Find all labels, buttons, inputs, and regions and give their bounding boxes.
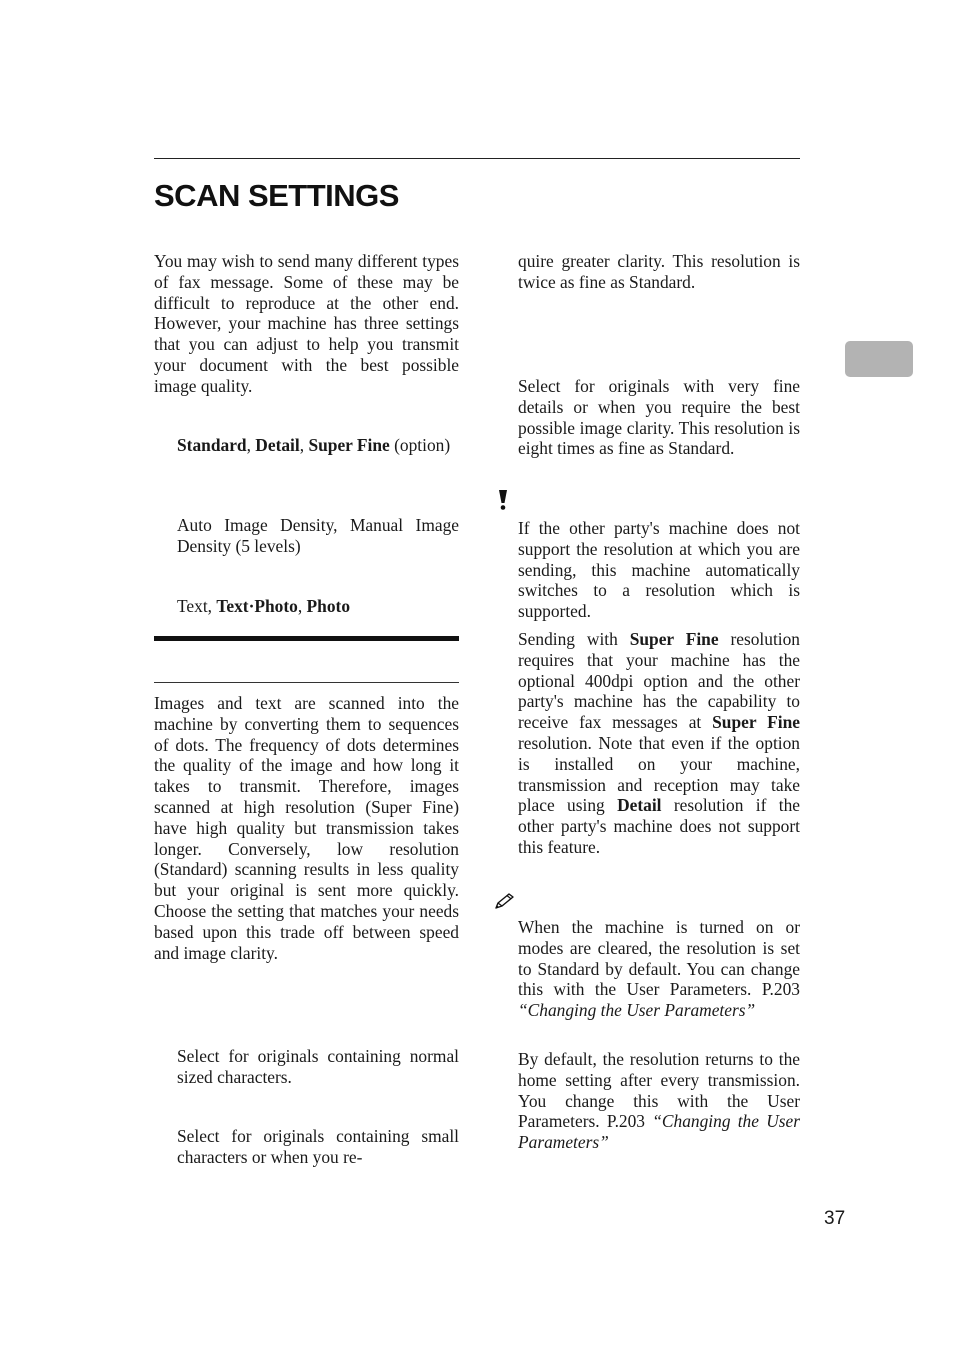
top-rule bbox=[154, 158, 800, 159]
option-photo: Photo bbox=[306, 596, 351, 616]
chapter-tab bbox=[845, 341, 913, 377]
important-paragraph-2: Sending with Super Fine resolution requires that your machine has the optional 400dpi option and the other party's machine has the capability to receive fax messages at Super Fine resolution. Note that even if the option is installed on your machine, transmission and reception may take place using Detail resolution if the other party's machine does not support this feature. bbox=[518, 629, 800, 857]
intro-paragraph: You may wish to send many different types of fax message. Some of these may be difficult to reproduce at the other end. However, your machine has three settings that you can adjust to help you transmit your document with the best possible image quality. bbox=[154, 251, 459, 396]
density-options: Auto Image Density, Manual Image Density (5 levels) bbox=[177, 515, 459, 556]
exclamation-icon bbox=[495, 489, 511, 516]
page-number: 37 bbox=[824, 1208, 846, 1229]
note-paragraph-1: When the machine is turned on or modes are cleared, the resolution is set to Standard by default. You can change this with the User Parameters. P.203 “Changing the User Parameters” bbox=[518, 917, 800, 1021]
option-detail: Detail bbox=[255, 435, 300, 455]
detail-description-start: Select for originals containing small characters or when you re- bbox=[177, 1126, 459, 1167]
section-rule-thin bbox=[154, 682, 459, 683]
important-paragraph-1: If the other party's machine does not support the resolution at which you are sending, this machine automatically switches to a resolution which is supported. bbox=[518, 518, 800, 622]
detail-description-end: quire greater clarity. This resolution is twice as fine as Standard. bbox=[518, 251, 800, 292]
super-fine-description: Select for originals with very fine details or when you require the best possible image clarity. This resolution is eight times as fine as Standard. bbox=[518, 376, 800, 459]
section-rule-thick bbox=[154, 636, 459, 641]
resolution-body: Images and text are scanned into the machine by converting them to sequences of dots. The frequency of dots determines the quality of the image and how long it takes to transmit. Therefore, images scanned at high resolution (Super Fine) have high quality but transmission takes longer. Conversely, low resolution (Standard) scanning results in less quality but your original is sent more quickly. Choose the setting that matches your needs based upon this trade off between speed and image clarity. bbox=[154, 693, 459, 963]
pencil-icon bbox=[494, 892, 516, 915]
page-title: SCAN SETTINGS bbox=[154, 178, 399, 213]
note-paragraph-2: By default, the resolution returns to the home setting after every transmission. You change this with the User Parameters. P.203 “Changing the User Parameters” bbox=[518, 1049, 801, 1153]
resolution-options: Standard, Detail, Super Fine (option) bbox=[177, 435, 451, 455]
original-type-options: Text, Text·Photo, Photo bbox=[177, 596, 351, 616]
option-text-photo: Text·Photo bbox=[216, 596, 298, 616]
option-text: Text bbox=[177, 596, 208, 616]
page-reference-link[interactable]: P.203 bbox=[761, 979, 800, 1000]
page-reference-link[interactable]: P.203 bbox=[606, 1111, 653, 1132]
option-standard: Standard bbox=[177, 435, 247, 455]
standard-description: Select for originals containing normal sized characters. bbox=[177, 1046, 459, 1087]
option-super-fine: Super Fine bbox=[308, 435, 390, 455]
